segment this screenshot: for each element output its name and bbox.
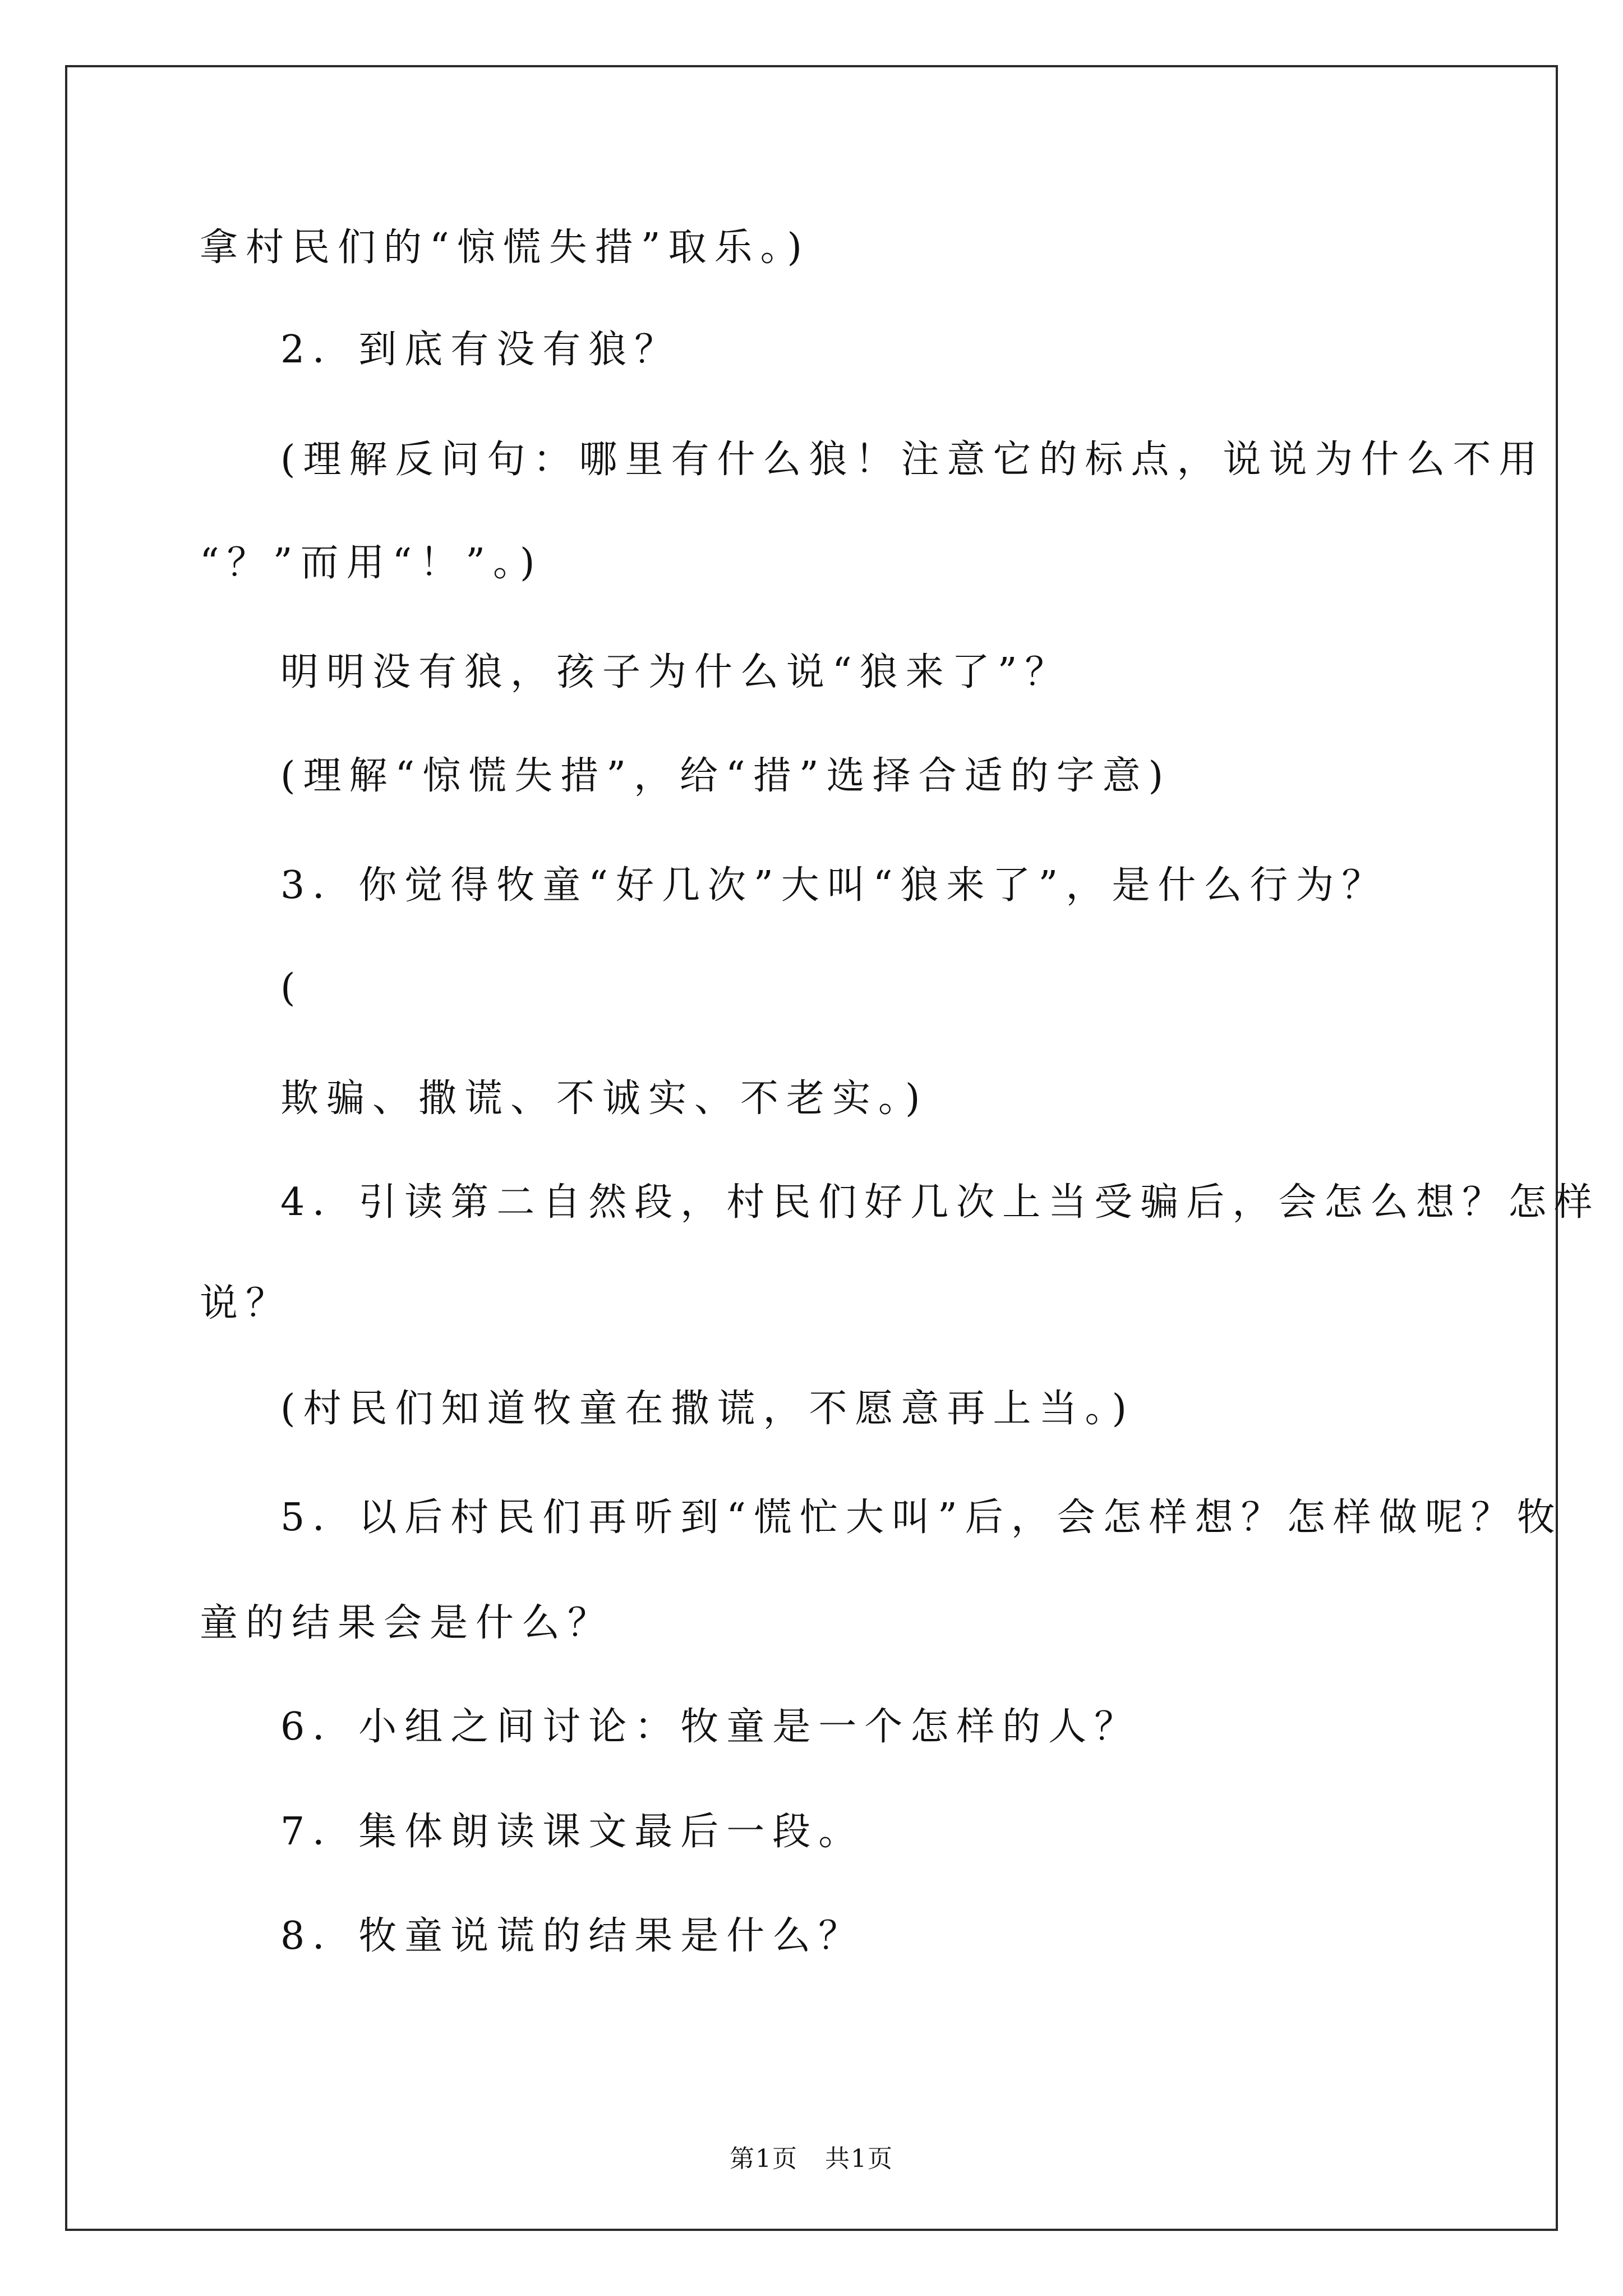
text-line-17: 8．牧童说谎的结果是什么？: [280, 1914, 865, 1958]
text-line-13: 5．以后村民们再听到“慌忙大叫”后，会怎样想？怎样做呢？牧: [280, 1496, 1563, 1540]
page-footer: 第1页 共1页: [730, 2145, 893, 2173]
text-line-10: 4．引读第二自然段，村民们好几次上当受骗后，会怎么想？怎样: [280, 1180, 1601, 1225]
text-line-16: 7．集体朗读课文最后一段。: [280, 1810, 865, 1854]
page-border: [65, 65, 1558, 2231]
text-line-4: “？”而用“！”。): [200, 541, 543, 585]
text-line-1: 拿村民们的“惊慌失措”取乐。): [200, 226, 810, 270]
text-line-7: 3．你觉得牧童“好几次”大叫“狼来了”，是什么行为？: [280, 863, 1388, 908]
text-line-9: 欺骗、撒谎、不诚实、不老实。): [280, 1076, 928, 1121]
text-line-14: 童的结果会是什么？: [200, 1601, 614, 1645]
text-line-6: (理解“惊慌失措”，给“措”选择合适的字意): [280, 754, 1172, 798]
text-line-3: (理解反问句：哪里有什么狼！注意它的标点，说说为什么不用: [280, 438, 1545, 482]
text-line-8: (: [280, 966, 303, 1010]
text-line-12: (村民们知道牧童在撒谎，不愿意再上当。): [280, 1387, 1135, 1431]
text-line-2: 2．到底有没有狼？: [280, 328, 681, 372]
text-line-11: 说？: [200, 1281, 292, 1326]
text-line-15: 6．小组之间讨论：牧童是一个怎样的人？: [280, 1705, 1141, 1749]
text-line-5: 明明没有狼，孩子为什么说“狼来了”？: [280, 650, 1071, 694]
